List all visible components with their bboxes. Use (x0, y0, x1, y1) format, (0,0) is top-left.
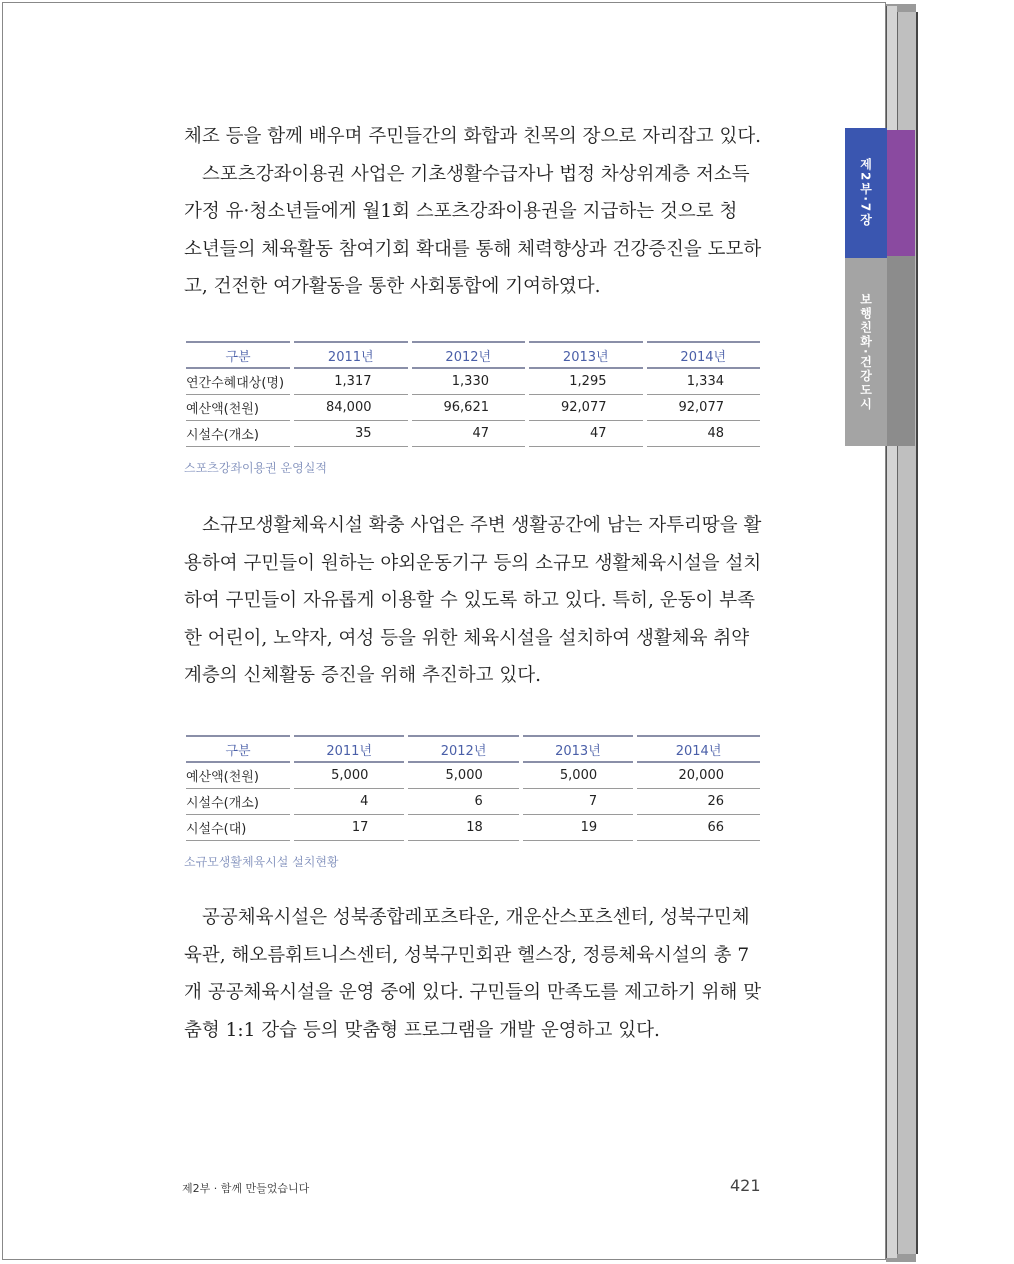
text-line: 용하여 구민들이 원하는 야외운동기구 등의 소규모 생활체육시설을 설치 (184, 552, 762, 574)
table-cell: 47 (529, 421, 643, 447)
table-row (186, 789, 760, 815)
table-cell: 48 (647, 421, 761, 447)
table-caption: 스포츠강좌이용권 운영실적 (184, 461, 327, 475)
small-facility-table (182, 735, 764, 841)
paragraph-3 (184, 899, 764, 1049)
text-line: 공공체육시설은 성북종합레포츠타운, 개운산스포츠센터, 성북구민체 (202, 907, 750, 928)
table-cell: 1,334 (647, 369, 761, 395)
text-line: 소규모생활체육시설 확충 사업은 주변 생활공간에 남는 자투리땅을 활 (202, 515, 762, 536)
text-line: 가정 유·청소년들에게 월1회 스포츠강좌이용권을 지급하는 것으로 청 (184, 201, 738, 222)
table-cell: 20,000 (637, 763, 760, 789)
side-tab-purple-edge (887, 130, 915, 256)
text-line: 춤형 1:1 강습 등의 맞춤형 프로그램을 개발 운영하고 있다. (184, 1019, 660, 1041)
table-header: 2014년 (637, 735, 760, 763)
table-cell: 17 (294, 815, 404, 841)
text-line: 하여 구민들이 자유롭게 이용할 수 있도록 하고 있다. 특히, 운동이 부족 (184, 590, 755, 611)
table-cell: 예산액(천원) (186, 763, 290, 789)
table-cell: 시설수(개소) (186, 789, 290, 815)
table-header: 2011년 (294, 735, 404, 763)
table-cell: 66 (637, 815, 760, 841)
sports-voucher-table (182, 341, 764, 447)
table-cell: 7 (523, 789, 633, 815)
text-line: 스포츠강좌이용권 사업은 기초생활수급자나 법정 차상위계층 저소득 (202, 163, 750, 185)
table-cell: 예산액(천원) (186, 395, 290, 421)
table-row (186, 395, 760, 421)
table-cell: 92,077 (647, 395, 761, 421)
table-cell: 5,000 (294, 763, 404, 789)
table-caption: 소규모생활체육시설 설치현황 (184, 855, 339, 869)
text-line: 체조 등을 함께 배우며 주민들간의 화합과 친목의 장으로 자리잡고 있다. (184, 126, 762, 147)
table-header: 2011년 (294, 341, 408, 369)
table-row (186, 421, 760, 447)
table-cell: 19 (523, 815, 633, 841)
table-cell: 18 (408, 815, 518, 841)
table-header: 2013년 (529, 341, 643, 369)
table-row (186, 763, 760, 789)
page-number: 421 (730, 1176, 761, 1195)
text-line: 계층의 신체활동 증진을 위해 추진하고 있다. (184, 665, 541, 686)
table-cell: 5,000 (523, 763, 633, 789)
chapter-tab[interactable]: 제2부·7장 (845, 128, 887, 258)
table-row (186, 369, 760, 395)
table-row (186, 815, 760, 841)
table-header: 구분 (186, 735, 290, 763)
table-cell: 6 (408, 789, 518, 815)
text-line: 한 어린이, 노약자, 여성 등을 위한 체육시설을 설치하여 생활체육 취약 (184, 627, 750, 649)
table-cell: 연간수혜대상(명) (186, 369, 290, 395)
paragraph-1 (184, 118, 764, 306)
table-header-row (186, 341, 760, 369)
table-header: 2014년 (647, 341, 761, 369)
table-cell: 26 (637, 789, 760, 815)
footer-part-title: 제2부 · 함께 만들었습니다 (182, 1182, 310, 1195)
table-cell: 96,621 (412, 395, 526, 421)
paragraph-2 (184, 507, 764, 695)
section-tab[interactable]: 보행친화·건강도시 (845, 258, 887, 446)
table-header: 2012년 (412, 341, 526, 369)
table-header: 2013년 (523, 735, 633, 763)
table-header: 2012년 (408, 735, 518, 763)
text-line: 개 공공체육시설을 운영 중에 있다. 구민들의 만족도를 제고하기 위해 맞 (184, 982, 762, 1003)
table-cell: 1,295 (529, 369, 643, 395)
text-line: 고, 건전한 여가활동을 통한 사회통합에 기여하였다. (184, 276, 601, 297)
text-line: 육관, 해오름휘트니스센터, 성북구민회관 헬스장, 정릉체육시설의 총 7 (184, 944, 750, 966)
table-header-row (186, 735, 760, 763)
table-cell: 5,000 (408, 763, 518, 789)
table-cell: 4 (294, 789, 404, 815)
table-header: 구분 (186, 341, 290, 369)
table-cell: 시설수(대) (186, 815, 290, 841)
table-cell: 84,000 (294, 395, 408, 421)
table-cell: 1,330 (412, 369, 526, 395)
table-cell: 시설수(개소) (186, 421, 290, 447)
table-cell: 35 (294, 421, 408, 447)
side-tab-gray-edge (887, 256, 915, 446)
table-cell: 47 (412, 421, 526, 447)
table-cell: 92,077 (529, 395, 643, 421)
table-cell: 1,317 (294, 369, 408, 395)
text-line: 소년들의 체육활동 참여기회 확대를 통해 체력향상과 건강증진을 도모하 (184, 238, 762, 260)
